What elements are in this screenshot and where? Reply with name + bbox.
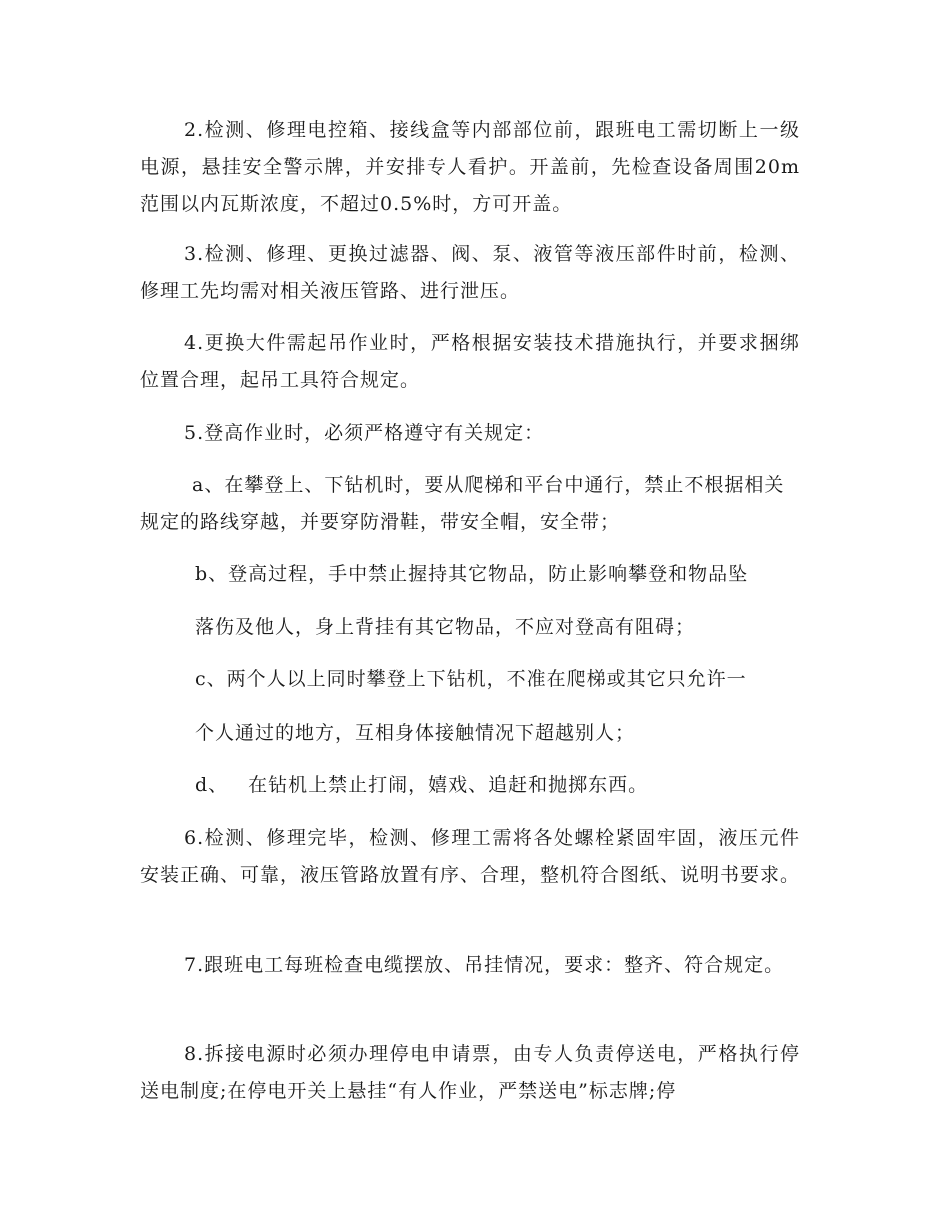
paragraph-7 xyxy=(140,947,800,984)
paragraph-5 xyxy=(140,415,800,452)
paragraph-6 xyxy=(140,820,800,894)
paragraph-8 xyxy=(140,1036,800,1110)
paragraph-3-text: 3.检测、修理、更换过滤器、阀、泵、液管等液压部件时前，检测、修理工先均需对相关液压管路、进行泄压。 xyxy=(140,243,800,302)
sub-item-d-text: 在钻机上禁止打闹，嬉戏、追赶和抛掷东西。 xyxy=(248,774,649,796)
sub-item-a xyxy=(140,467,800,541)
sub-item-d-prefix: d、 xyxy=(195,774,229,796)
paragraph-4-text: 4.更换大件需起吊作业时，严格根据安装技术措施执行，并要求捆绑位置合理，起吊工具符合规定。 xyxy=(140,332,800,391)
sub-item-d xyxy=(195,767,805,804)
paragraph-6-text: 6.检测、修理完毕，检测、修理工需将各处螺栓紧固牢固，液压元件安装正确、可靠，液压管路放置有序、合理，整机符合图纸、说明书要求。 xyxy=(140,827,801,886)
sub-item-b-line-2: 落伤及他人，身上背挂有其它物品，不应对登高有阻碍； xyxy=(195,616,696,638)
paragraph-8-text: 8.拆接电源时必须办理停电申请票，由专人负责停送电，严格执行停送电制度;在停电开关上悬挂“有人作业，严禁送电”标志牌;停 xyxy=(140,1043,800,1102)
paragraph-7-text: 7.跟班电工每班检查电缆摆放、吊挂情况，要求：整齐、符合规定。 xyxy=(184,954,785,976)
sub-item-a-text: a、在攀登上、下钻机时，要从爬梯和平台中通行，禁止不根据相关规定的路线穿越，并要穿防滑鞋，带安全帽，安全带； xyxy=(140,474,785,533)
sub-item-c-line-1: c、两个人以上同时攀登上下钻机，不准在爬梯或其它只允许一 xyxy=(195,668,747,690)
sub-item-b-line-1: b、登高过程，手中禁止握持其它物品，防止影响攀登和物品坠 xyxy=(195,563,749,585)
sub-item-c-line-2: 个人通过的地方，互相身体接触情况下超越别人； xyxy=(195,722,636,744)
paragraph-2 xyxy=(140,112,800,223)
paragraph-3 xyxy=(140,236,800,310)
paragraph-4 xyxy=(140,325,800,399)
paragraph-2-text: 2.检测、修理电控箱、接线盒等内部部位前，跟班电工需切断上一级电源，悬挂安全警示牌，并安排专人看护。开盖前，先检查设备周围20m范围以内瓦斯浓度，不超过0.5%时，方可开盖。 xyxy=(140,119,800,215)
paragraph-5-text: 5.登高作业时，必须严格遵守有关规定： xyxy=(184,422,545,444)
